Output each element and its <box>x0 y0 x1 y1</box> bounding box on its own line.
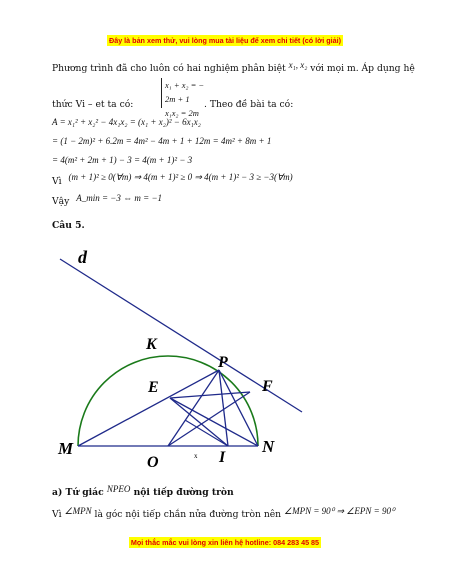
vieta-system: x₁ + x₂ = − 2m + 1 x₁x₂ = 2m <box>161 78 207 108</box>
segment-EF <box>170 392 250 398</box>
segment-EN <box>170 398 258 446</box>
segment-inner <box>185 420 228 446</box>
label-M: M <box>58 439 74 458</box>
label-P: P <box>218 354 228 371</box>
label-d: d <box>78 247 87 267</box>
bottom-banner: Mọi thắc mắc vui lòng xin liên hệ hotline: 084 283 45 85 <box>130 538 320 547</box>
label-E: E <box>148 379 159 396</box>
label-K: K <box>146 336 157 353</box>
label-F: F <box>262 378 273 395</box>
part-a-reason: Vì ∠MPN là góc nội tiếp chắn nửa đường tròn nên ∠MPN = 90⁰ ⇒ ∠EPN = 90⁰ <box>52 506 395 520</box>
since-line: Vì (m + 1)² ≥ 0(∀m) ⇒ 4(m + 1)² ≥ 0 ⇒ 4(m + 1)² − 3 ≥ −3(∀m) <box>52 172 293 187</box>
semicircle <box>78 356 258 446</box>
label-N: N <box>262 437 275 456</box>
vieta-suffix: . Theo đề bài ta có: <box>204 99 294 110</box>
conclusion-line: Vậy A_min = −3 ⇔ m = −1 <box>52 193 163 207</box>
top-banner: Đây là bản xem thử, vui lòng mua tài liệu để xem chi tiết (có lời giải) <box>109 36 341 45</box>
equation-3: = 4(m² + 2m + 1) − 3 = 4(m + 1)² − 3 <box>52 155 193 165</box>
label-I: I <box>219 449 226 466</box>
question-5-heading: Câu 5. <box>52 220 85 231</box>
equation-2: = (1 − 2m)² + 6.2m = 4m² − 4m + 1 + 12m = 4m² + 8m + 1 <box>52 136 272 146</box>
segment-OP <box>168 370 219 446</box>
equation-1: A = x₁² + x₂² − 4x₁x₂ = (x₁ + x₂)² − 6x₁x₂ <box>52 117 201 127</box>
vieta-prefix: thức Vi – et ta có: <box>52 99 134 110</box>
label-x: x <box>194 452 198 460</box>
label-O: O <box>147 454 159 471</box>
part-a-heading: a) Tứ giác NPEO nội tiếp đường tròn <box>52 484 234 498</box>
text-line-1: Phương trình đã cho luôn có hai nghiệm phân biệt x₁, x₂ với mọi m. Áp dụng hệ <box>52 60 415 74</box>
